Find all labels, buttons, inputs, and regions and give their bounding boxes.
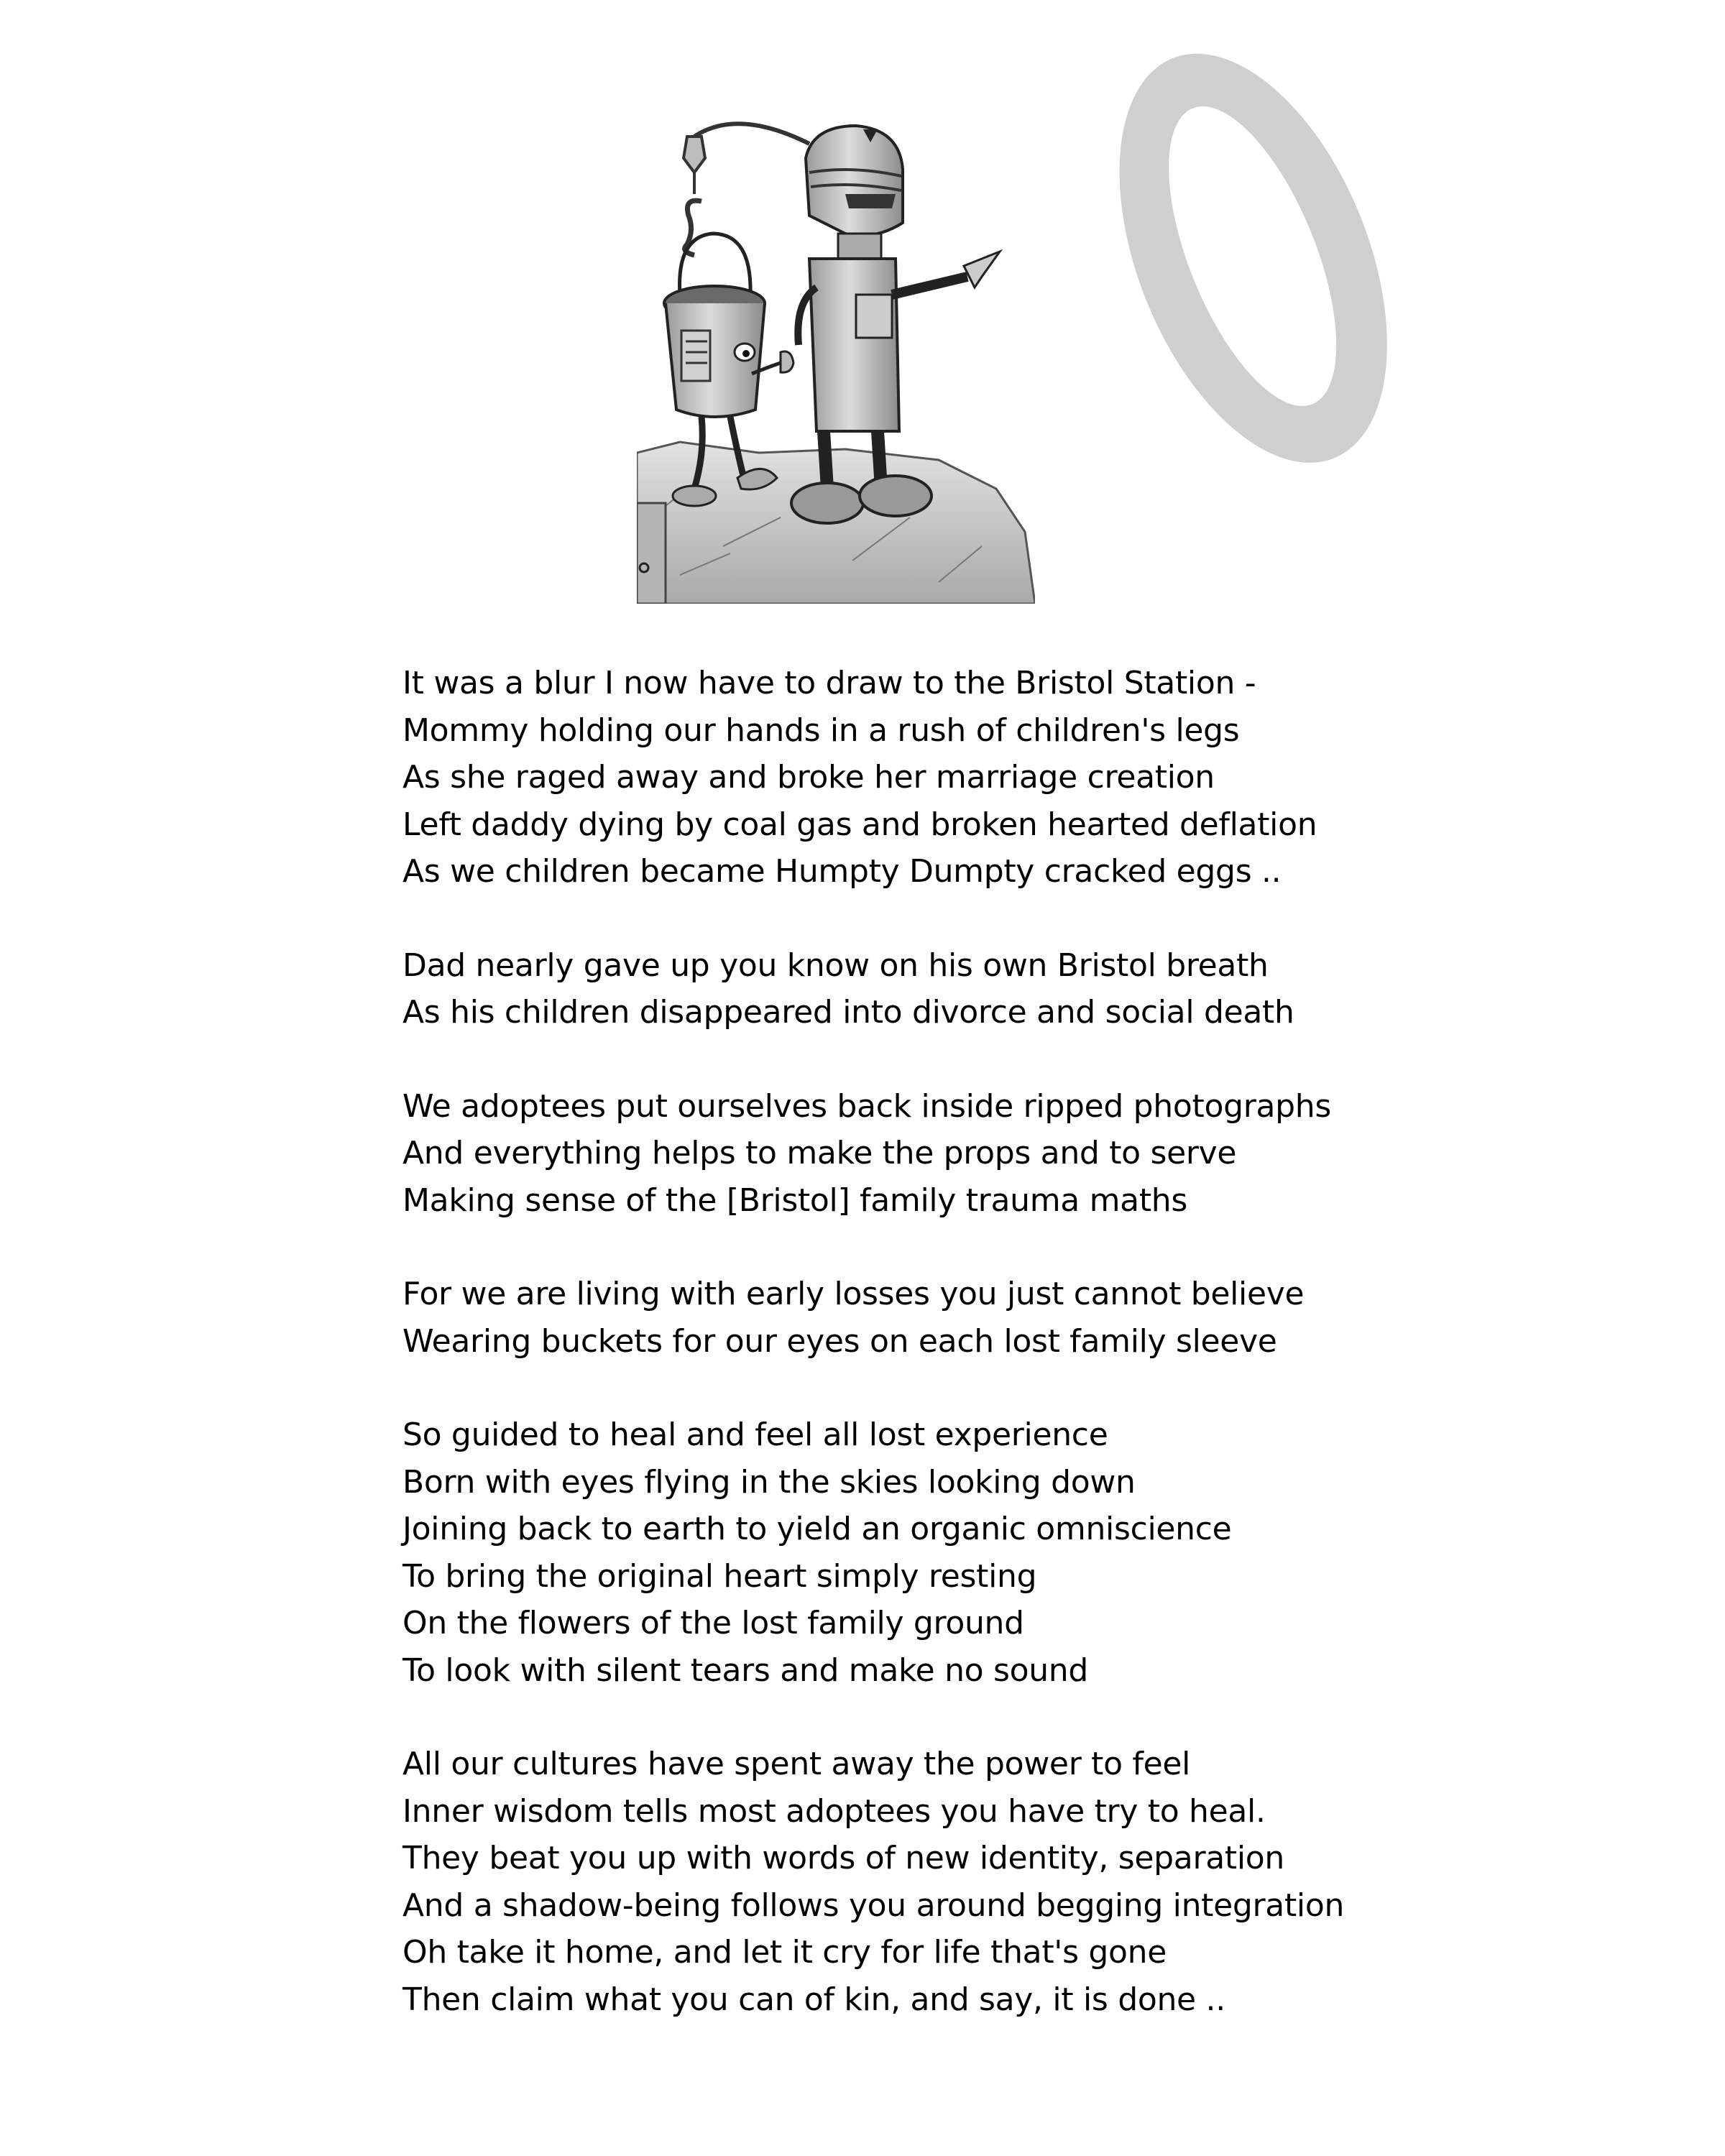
poem-line: Dad nearly gave up you know on his own Bristol breath [402, 946, 1269, 984]
poem-line: Making sense of the [Bristol] family trauma maths [402, 1181, 1188, 1219]
illustration [637, 115, 1035, 604]
poem-line: To bring the original heart simply resting [402, 1557, 1037, 1595]
poem-line: Born with eyes flying in the skies looking down [402, 1463, 1136, 1501]
stanza [402, 942, 1552, 1036]
stanza [402, 1083, 1552, 1225]
poem [402, 660, 1552, 2070]
poem-line: Joining back to earth to yield an organic omniscience [402, 1511, 1232, 1547]
poem-line: Then claim what you can of kin, and say, it is done .. [402, 1981, 1225, 2018]
poem-line: Wearing buckets for our eyes on each lost family sleeve [402, 1322, 1277, 1360]
stanza [402, 1411, 1552, 1694]
poem-line: All our cultures have spent away the power to feel [402, 1746, 1191, 1782]
poem-line: Left daddy dying by coal gas and broken hearted deflation [402, 806, 1317, 843]
stanza [402, 660, 1552, 895]
poem-line: As she raged away and broke her marriage creation [402, 759, 1215, 796]
stanza [402, 1271, 1552, 1365]
stanza [402, 1741, 1552, 2023]
poem-line: They beat you up with words of new identity, separation [402, 1840, 1284, 1876]
poem-line: We adoptees put ourselves back inside ripped photographs [402, 1087, 1332, 1125]
poem-line: To look with silent tears and make no sound [402, 1651, 1089, 1689]
poem-line: As his children disappeared into divorce and social death [402, 994, 1294, 1031]
poem-line: It was a blur I now have to draw to the Bristol Station - [402, 665, 1256, 701]
poem-line: And everything helps to make the props and to serve [402, 1135, 1237, 1171]
poem-line: Inner wisdom tells most adoptees you have try to heal. [402, 1792, 1266, 1830]
halo-ring-icon [1078, 29, 1423, 474]
poem-line: As we children became Humpty Dumpty cracked eggs .. [402, 853, 1282, 890]
poem-line: For we are living with early losses you just cannot believe [402, 1276, 1305, 1312]
poem-line: And a shadow-being follows you around begging integration [402, 1886, 1345, 1924]
poem-line: On the flowers of the lost family ground [402, 1605, 1024, 1641]
poem-line: So guided to heal and feel all lost experience [402, 1416, 1108, 1453]
poem-line: Oh take it home, and let it cry for life that's gone [402, 1934, 1167, 1971]
poem-line: Mommy holding our hands in a rush of children's legs [402, 711, 1240, 749]
